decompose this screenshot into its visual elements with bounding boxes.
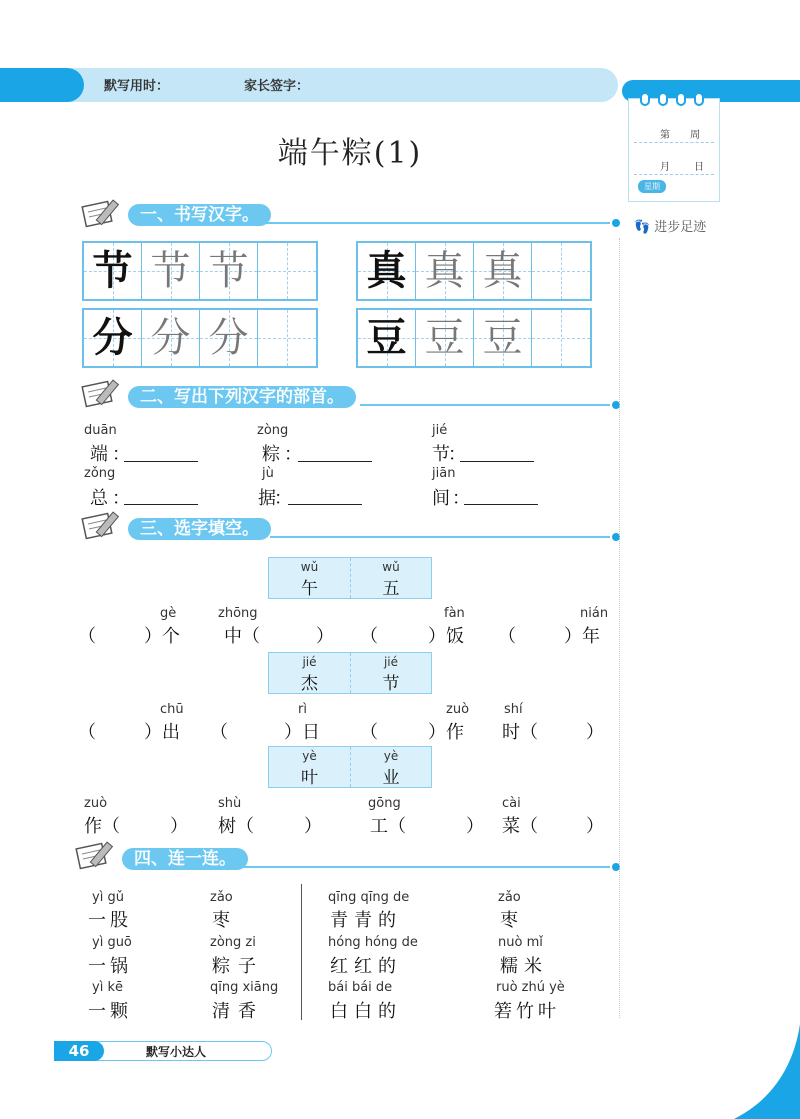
- pinyin: qīng xiāng: [210, 980, 279, 995]
- weekday-badge: 星期: [638, 180, 666, 193]
- grid-char: 真: [366, 247, 407, 294]
- grid-char: 豆: [366, 314, 407, 361]
- pinyin: yè: [383, 749, 399, 763]
- writing-grid-zhen: [356, 241, 592, 301]
- choice-option: [350, 747, 431, 787]
- day-label: 日: [694, 162, 704, 173]
- colon: ：: [452, 488, 470, 509]
- match-word[interactable]: 粽子: [212, 956, 264, 977]
- fill-word: 工（: [370, 816, 406, 837]
- fill-word: ）个: [144, 626, 180, 647]
- pinyin: hóng hóng de: [328, 935, 418, 950]
- grid-char: 分: [92, 314, 133, 361]
- pinyin: wǔ: [382, 560, 400, 574]
- fill-word: ）日: [284, 722, 320, 743]
- grid-char: 分: [208, 315, 249, 361]
- match-word[interactable]: 一颗: [88, 1001, 132, 1022]
- bracket: （: [360, 626, 378, 647]
- cal-line: [634, 174, 714, 175]
- bracket: ）: [170, 816, 188, 837]
- pinyin: qīng qīng de: [328, 890, 410, 905]
- pinyin: zǒng: [84, 466, 116, 481]
- pinyin: jiān: [432, 466, 456, 481]
- answer-blank[interactable]: [124, 461, 198, 462]
- match-word[interactable]: 清香: [212, 1001, 264, 1022]
- pinyin: zǎo: [210, 890, 233, 905]
- grid-char: 分: [150, 315, 191, 361]
- pinyin: yè: [302, 749, 317, 763]
- bracket: （: [78, 722, 96, 743]
- choice-box: [268, 652, 432, 694]
- pinyin: jié: [432, 423, 448, 438]
- bracket: （: [498, 626, 516, 647]
- choice-option: [350, 653, 431, 693]
- pinyin: nián: [580, 606, 609, 621]
- fill-word: ）年: [564, 626, 600, 647]
- grid-char: 节: [92, 247, 133, 294]
- choice-option: [350, 558, 431, 598]
- blank-cell[interactable]: [532, 310, 590, 366]
- choice-option: [269, 653, 350, 693]
- grid-char: 真: [424, 248, 465, 294]
- answer-blank[interactable]: [464, 504, 538, 505]
- footer-label: 默写小达人: [146, 1045, 207, 1059]
- grid-char: 豆: [424, 315, 465, 361]
- pinyin: zuò: [84, 796, 108, 811]
- fill-word: 作（: [84, 816, 120, 837]
- colon: ：: [284, 444, 302, 465]
- colon: ：: [448, 444, 466, 465]
- grid-char: 节: [208, 248, 249, 294]
- section-line: [240, 222, 610, 224]
- page-number: 46: [54, 1041, 104, 1061]
- pinyin: yì gǔ: [92, 890, 124, 905]
- fill-word: ）出: [144, 722, 180, 743]
- sign-label: 家长签字：: [244, 79, 310, 94]
- pinyin: jié: [383, 655, 399, 669]
- page-title: 端午粽(1): [277, 136, 423, 171]
- bracket: ）: [586, 722, 604, 743]
- bracket: （: [210, 722, 228, 743]
- choice-option: [269, 747, 350, 787]
- fill-word: 树（: [218, 816, 254, 837]
- section-line: [240, 866, 610, 868]
- header-tab: [0, 68, 84, 102]
- choice-char: 五: [382, 579, 400, 599]
- pinyin: zuò: [446, 702, 470, 717]
- pencil-paper-icon: [74, 838, 126, 872]
- pinyin: bái bái de: [328, 980, 393, 995]
- match-word[interactable]: 糯米: [500, 956, 548, 977]
- pinyin: gè: [160, 606, 177, 621]
- pinyin: shù: [218, 796, 242, 811]
- choice-box: [268, 557, 432, 599]
- progress-label: [634, 216, 706, 235]
- fill-word: 中（: [224, 626, 260, 647]
- ring-icon: [640, 92, 650, 106]
- writing-grid-jie: [82, 241, 318, 301]
- time-label: 默写用时：: [104, 79, 170, 94]
- match-word[interactable]: 红红的: [330, 956, 402, 977]
- ring-icon: [676, 92, 686, 106]
- pinyin: wǔ: [300, 560, 319, 574]
- pinyin: shí: [504, 702, 523, 717]
- radical-char: 据: [258, 488, 276, 509]
- match-word[interactable]: 枣: [212, 910, 230, 931]
- section-line: [270, 536, 610, 538]
- pinyin: nuò mǐ: [498, 935, 543, 950]
- grid-char: 豆: [482, 315, 523, 361]
- choice-char: 叶: [301, 768, 318, 788]
- ring-icon: [658, 92, 668, 106]
- progress-text: 进步足迹: [654, 220, 707, 235]
- pinyin: cài: [502, 796, 521, 811]
- pinyin: chū: [160, 702, 184, 717]
- pinyin: jié: [302, 655, 317, 669]
- pinyin: zòng zi: [210, 935, 256, 950]
- choice-char: 业: [382, 768, 400, 788]
- bracket: ）: [304, 816, 322, 837]
- pinyin: yì guō: [92, 935, 132, 950]
- writing-grid-dou: [356, 308, 592, 368]
- bracket: （: [360, 722, 378, 743]
- grid-char: 真: [482, 248, 523, 294]
- blank-cell[interactable]: [532, 243, 590, 299]
- pinyin: zòng: [257, 423, 289, 438]
- pinyin: rì: [298, 702, 307, 717]
- pinyin: jù: [262, 466, 274, 481]
- pencil-paper-icon: [80, 196, 132, 230]
- fill-word: 时（: [502, 722, 538, 743]
- section-line: [360, 404, 610, 406]
- pencil-paper-icon: [80, 376, 132, 410]
- week-suffix: 周: [690, 130, 700, 141]
- pinyin: gōng: [368, 796, 401, 811]
- radical-char: 端: [90, 444, 108, 465]
- answer-blank[interactable]: [288, 504, 362, 505]
- bracket: ）: [466, 816, 484, 837]
- radical-char: 粽: [262, 444, 280, 465]
- corner-decoration: [734, 1024, 800, 1119]
- ring-icon: [694, 92, 704, 106]
- choice-char: 节: [382, 674, 400, 694]
- bracket: ）: [586, 816, 604, 837]
- answer-blank[interactable]: [124, 504, 198, 505]
- fill-word: 菜（: [502, 816, 538, 837]
- radical-char: 间: [432, 488, 450, 509]
- fill-word: ）作: [428, 722, 464, 743]
- section-3-title: 三、选字填空。: [128, 518, 271, 540]
- bracket: ）: [316, 626, 334, 647]
- week-prefix: 第: [660, 130, 670, 141]
- blank-cell[interactable]: [258, 243, 316, 299]
- month-label: 月: [660, 162, 670, 173]
- answer-blank[interactable]: [298, 461, 372, 462]
- margin-line: [619, 238, 620, 1018]
- pinyin: fàn: [444, 606, 465, 621]
- section-4-title: 四、连一连。: [122, 848, 248, 870]
- section-dot: [612, 219, 620, 227]
- cal-line: [634, 142, 714, 143]
- radical-char: 节: [432, 444, 450, 465]
- choice-char: 午: [301, 579, 318, 599]
- fill-word: ）饭: [428, 626, 464, 647]
- section-1-title: 一、书写汉字。: [128, 204, 271, 226]
- section-2-title: 二、写出下列汉字的部首。: [128, 386, 356, 408]
- radical-char: 总: [90, 488, 108, 509]
- pinyin: ruò zhú yè: [496, 980, 565, 995]
- pinyin: yì kē: [92, 980, 123, 995]
- choice-char: 杰: [301, 674, 318, 694]
- bracket: （: [78, 626, 96, 647]
- blank-cell[interactable]: [258, 310, 316, 366]
- choice-box: [268, 746, 432, 788]
- divider: [301, 884, 302, 1020]
- pinyin: zǎo: [498, 890, 521, 905]
- footprint-icon: 👣: [634, 220, 651, 235]
- pinyin: duān: [84, 423, 117, 438]
- colon: ：: [274, 488, 292, 509]
- match-word[interactable]: 一股: [88, 910, 132, 931]
- answer-blank[interactable]: [460, 461, 534, 462]
- match-word[interactable]: 青青的: [330, 910, 402, 931]
- pencil-paper-icon: [80, 508, 132, 542]
- match-word[interactable]: 白白的: [330, 1001, 402, 1022]
- choice-option: [269, 558, 350, 598]
- colon: ：: [112, 444, 130, 465]
- match-word[interactable]: 枣: [500, 910, 518, 931]
- match-word[interactable]: 一锅: [88, 956, 132, 977]
- match-word[interactable]: 箬竹叶: [494, 1001, 560, 1022]
- writing-grid-fen: [82, 308, 318, 368]
- grid-char: 节: [150, 248, 191, 294]
- colon: ：: [112, 488, 130, 509]
- pinyin: zhōng: [218, 606, 258, 621]
